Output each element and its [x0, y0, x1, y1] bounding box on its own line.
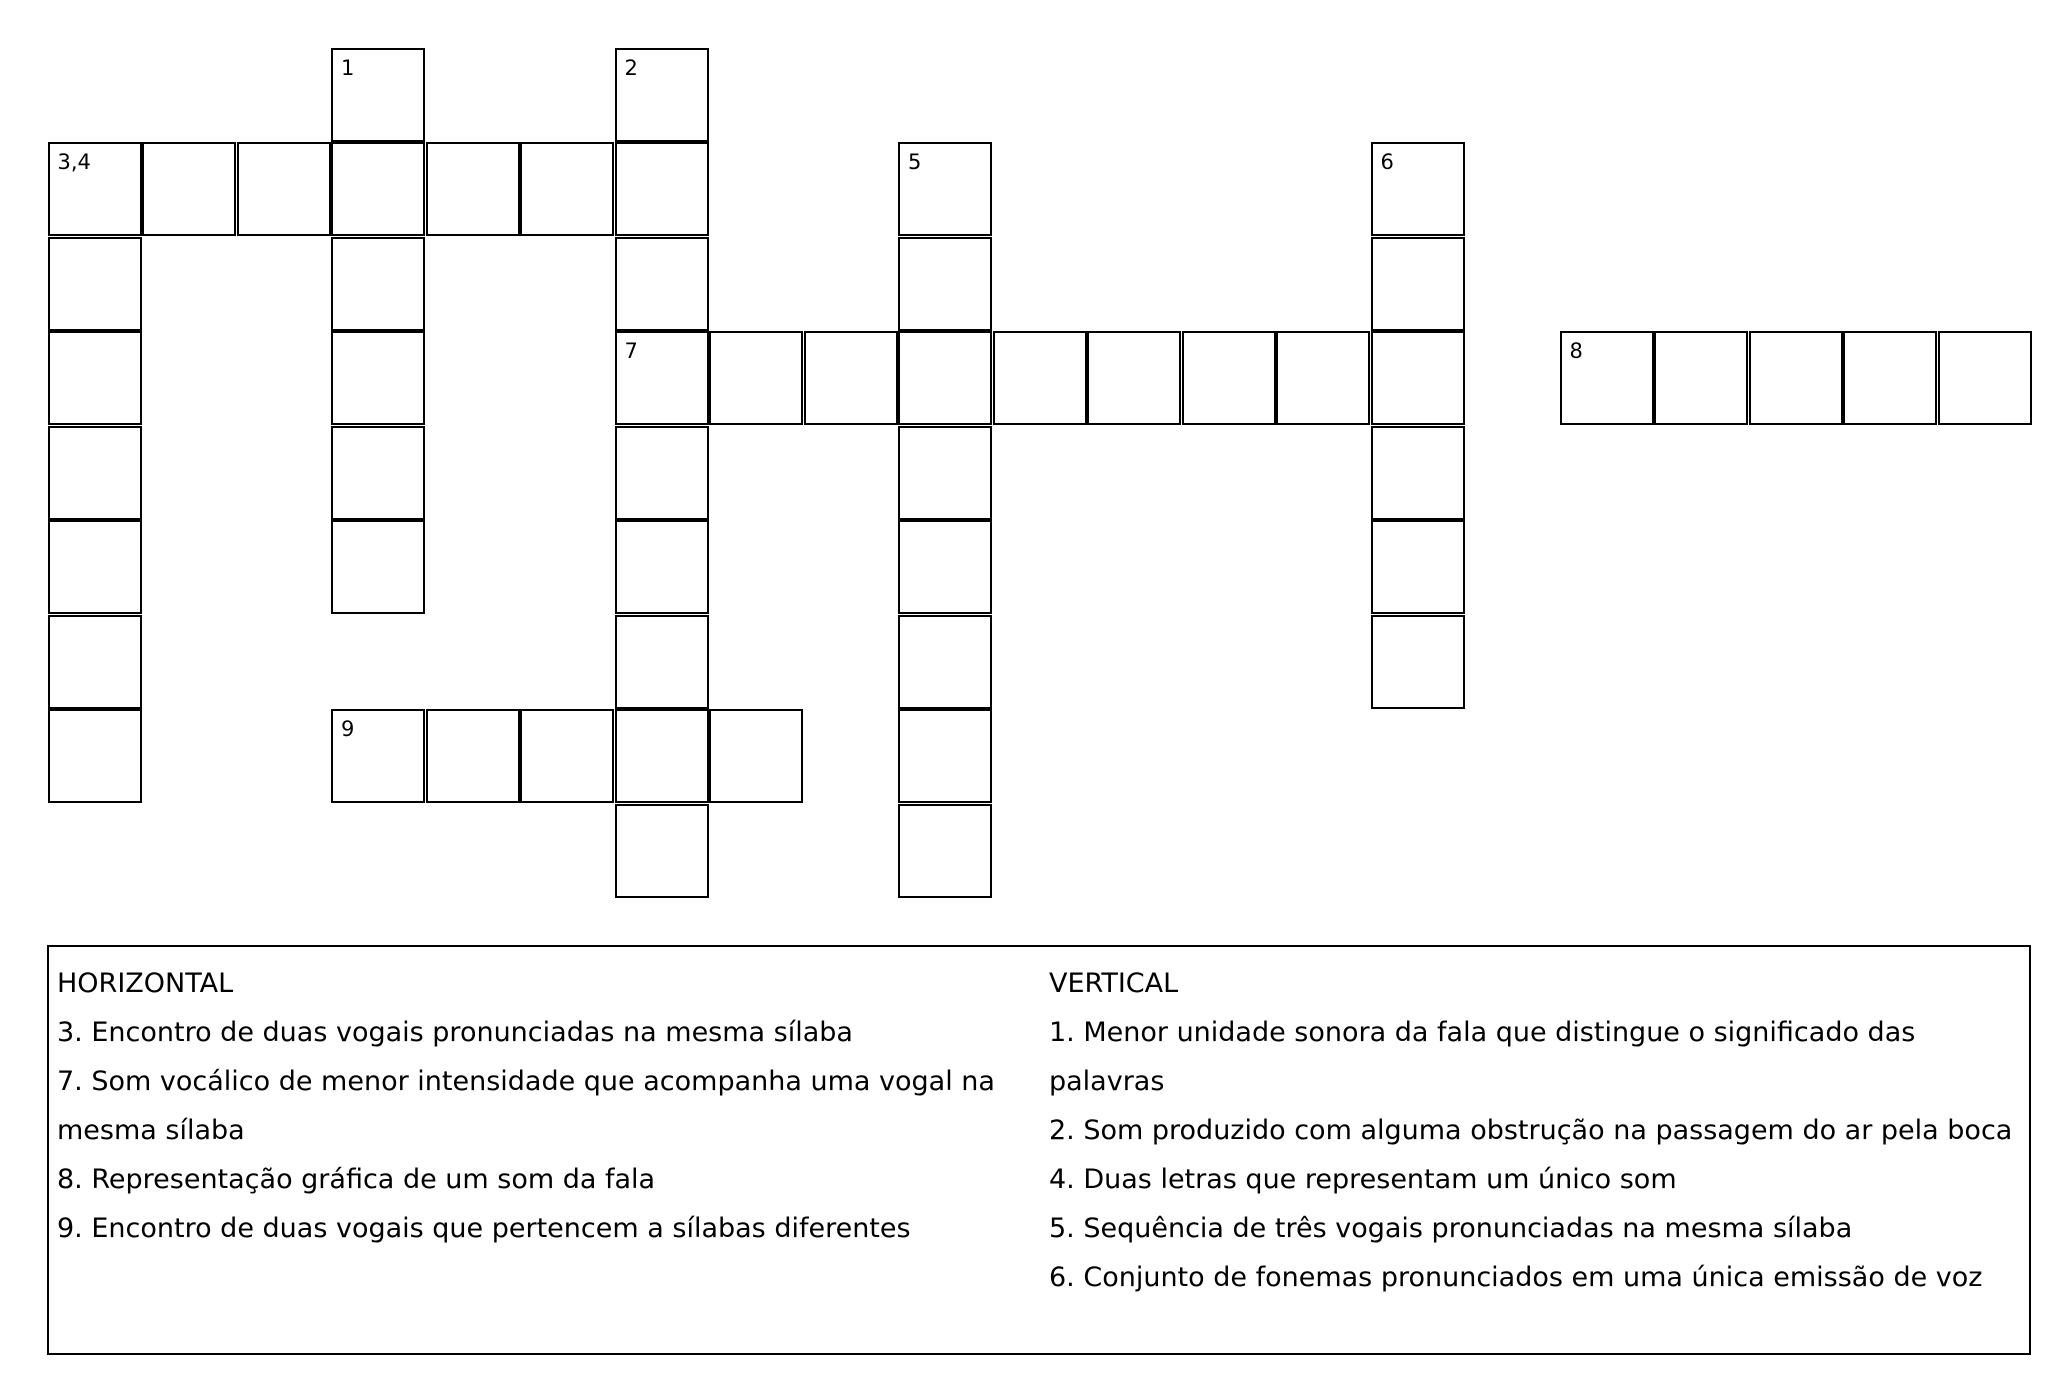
grid-cell[interactable] [898, 615, 992, 709]
clue-number: 1 [341, 55, 355, 80]
grid-cell[interactable] [331, 709, 425, 803]
grid-cell[interactable] [1938, 331, 2032, 425]
clue-number: 8 [1569, 339, 1583, 363]
clue-number: 3,4 [57, 150, 91, 174]
grid-cell[interactable] [1654, 331, 1748, 425]
grid-cell[interactable] [142, 142, 236, 236]
grid-cell[interactable] [1560, 331, 1654, 425]
clue-number: 5 [908, 150, 922, 174]
clue-h-7: 7. Som vocálico de menor intensidade que acompanha uma vogal na mesma sílaba [57, 1066, 995, 1146]
grid-cell[interactable] [237, 142, 331, 236]
grid-cell[interactable] [1371, 426, 1465, 520]
clue-number: 6 [1380, 150, 1394, 174]
grid-cell[interactable] [615, 709, 709, 803]
grid-cell[interactable] [1371, 331, 1465, 425]
grid-cell[interactable] [48, 709, 142, 803]
grid-cell[interactable] [615, 615, 709, 709]
grid-cell[interactable] [898, 237, 992, 331]
clue-h-3: 3. Encontro de duas vogais pronunciadas na mesma sílaba [57, 1017, 853, 1048]
grid-cell[interactable] [1843, 331, 1937, 425]
grid-cell[interactable] [615, 520, 709, 614]
clue-number: 2 [624, 55, 638, 80]
grid-cell[interactable] [331, 48, 425, 142]
grid-cell[interactable] [615, 48, 709, 142]
grid-cell[interactable] [615, 142, 709, 236]
grid-cell[interactable] [709, 709, 803, 803]
grid-cell[interactable] [48, 615, 142, 709]
clue-h-8: 8. Representação gráfica de um som da fala [57, 1164, 656, 1195]
horizontal-clues [57, 959, 1037, 1253]
grid-cell[interactable] [48, 142, 142, 236]
grid-cell[interactable] [709, 331, 803, 425]
grid-cell[interactable] [48, 520, 142, 614]
grid-cell[interactable] [1276, 331, 1370, 425]
grid-cell[interactable] [331, 520, 425, 614]
grid-cell[interactable] [615, 331, 709, 425]
clue-v-4: 4. Duas letras que representam um único som [1049, 1164, 1677, 1195]
grid-cell[interactable] [331, 142, 425, 236]
grid-cell[interactable] [993, 331, 1087, 425]
grid-cell[interactable] [1371, 615, 1465, 709]
clue-h-9: 9. Encontro de duas vogais que pertencem a sílabas diferentes [57, 1213, 911, 1244]
grid-cell[interactable] [331, 426, 425, 520]
clues-box [47, 945, 2031, 1355]
grid-cell[interactable] [898, 804, 992, 898]
grid-cell[interactable] [1371, 520, 1465, 614]
grid-cell[interactable] [1087, 331, 1181, 425]
grid-cell[interactable] [331, 331, 425, 425]
clue-v-1: 1. Menor unidade sonora da fala que distingue o significado das palavras [1049, 1017, 1916, 1097]
grid-cell[interactable] [615, 426, 709, 520]
vertical-clues [1049, 959, 2029, 1302]
grid-cell[interactable] [615, 804, 709, 898]
grid-cell[interactable] [898, 520, 992, 614]
grid-cell[interactable] [898, 331, 992, 425]
grid-cell[interactable] [520, 709, 614, 803]
grid-cell[interactable] [426, 709, 520, 803]
clue-v-6: 6. Conjunto de fonemas pronunciados em uma única emissão de voz [1049, 1262, 1983, 1293]
vertical-heading: VERTICAL [1049, 968, 1179, 999]
grid-cell[interactable] [898, 142, 992, 236]
grid-cell[interactable] [48, 331, 142, 425]
grid-cell[interactable] [1371, 142, 1465, 236]
clue-number: 7 [624, 339, 638, 363]
grid-cell[interactable] [1371, 237, 1465, 331]
clue-number: 9 [341, 717, 355, 741]
grid-cell[interactable] [48, 426, 142, 520]
grid-cell[interactable] [331, 237, 425, 331]
horizontal-heading: HORIZONTAL [57, 968, 234, 999]
grid-cell[interactable] [898, 426, 992, 520]
grid-cell[interactable] [1182, 331, 1276, 425]
grid-cell[interactable] [426, 142, 520, 236]
grid-cell[interactable] [615, 237, 709, 331]
clue-v-2: 2. Som produzido com alguma obstrução na passagem do ar pela boca [1049, 1115, 2013, 1146]
grid-cell[interactable] [804, 331, 898, 425]
grid-cell[interactable] [48, 237, 142, 331]
clue-v-5: 5. Sequência de três vogais pronunciadas na mesma sílaba [1049, 1213, 1853, 1244]
grid-cell[interactable] [1749, 331, 1843, 425]
grid-cell[interactable] [520, 142, 614, 236]
grid-cell[interactable] [898, 709, 992, 803]
